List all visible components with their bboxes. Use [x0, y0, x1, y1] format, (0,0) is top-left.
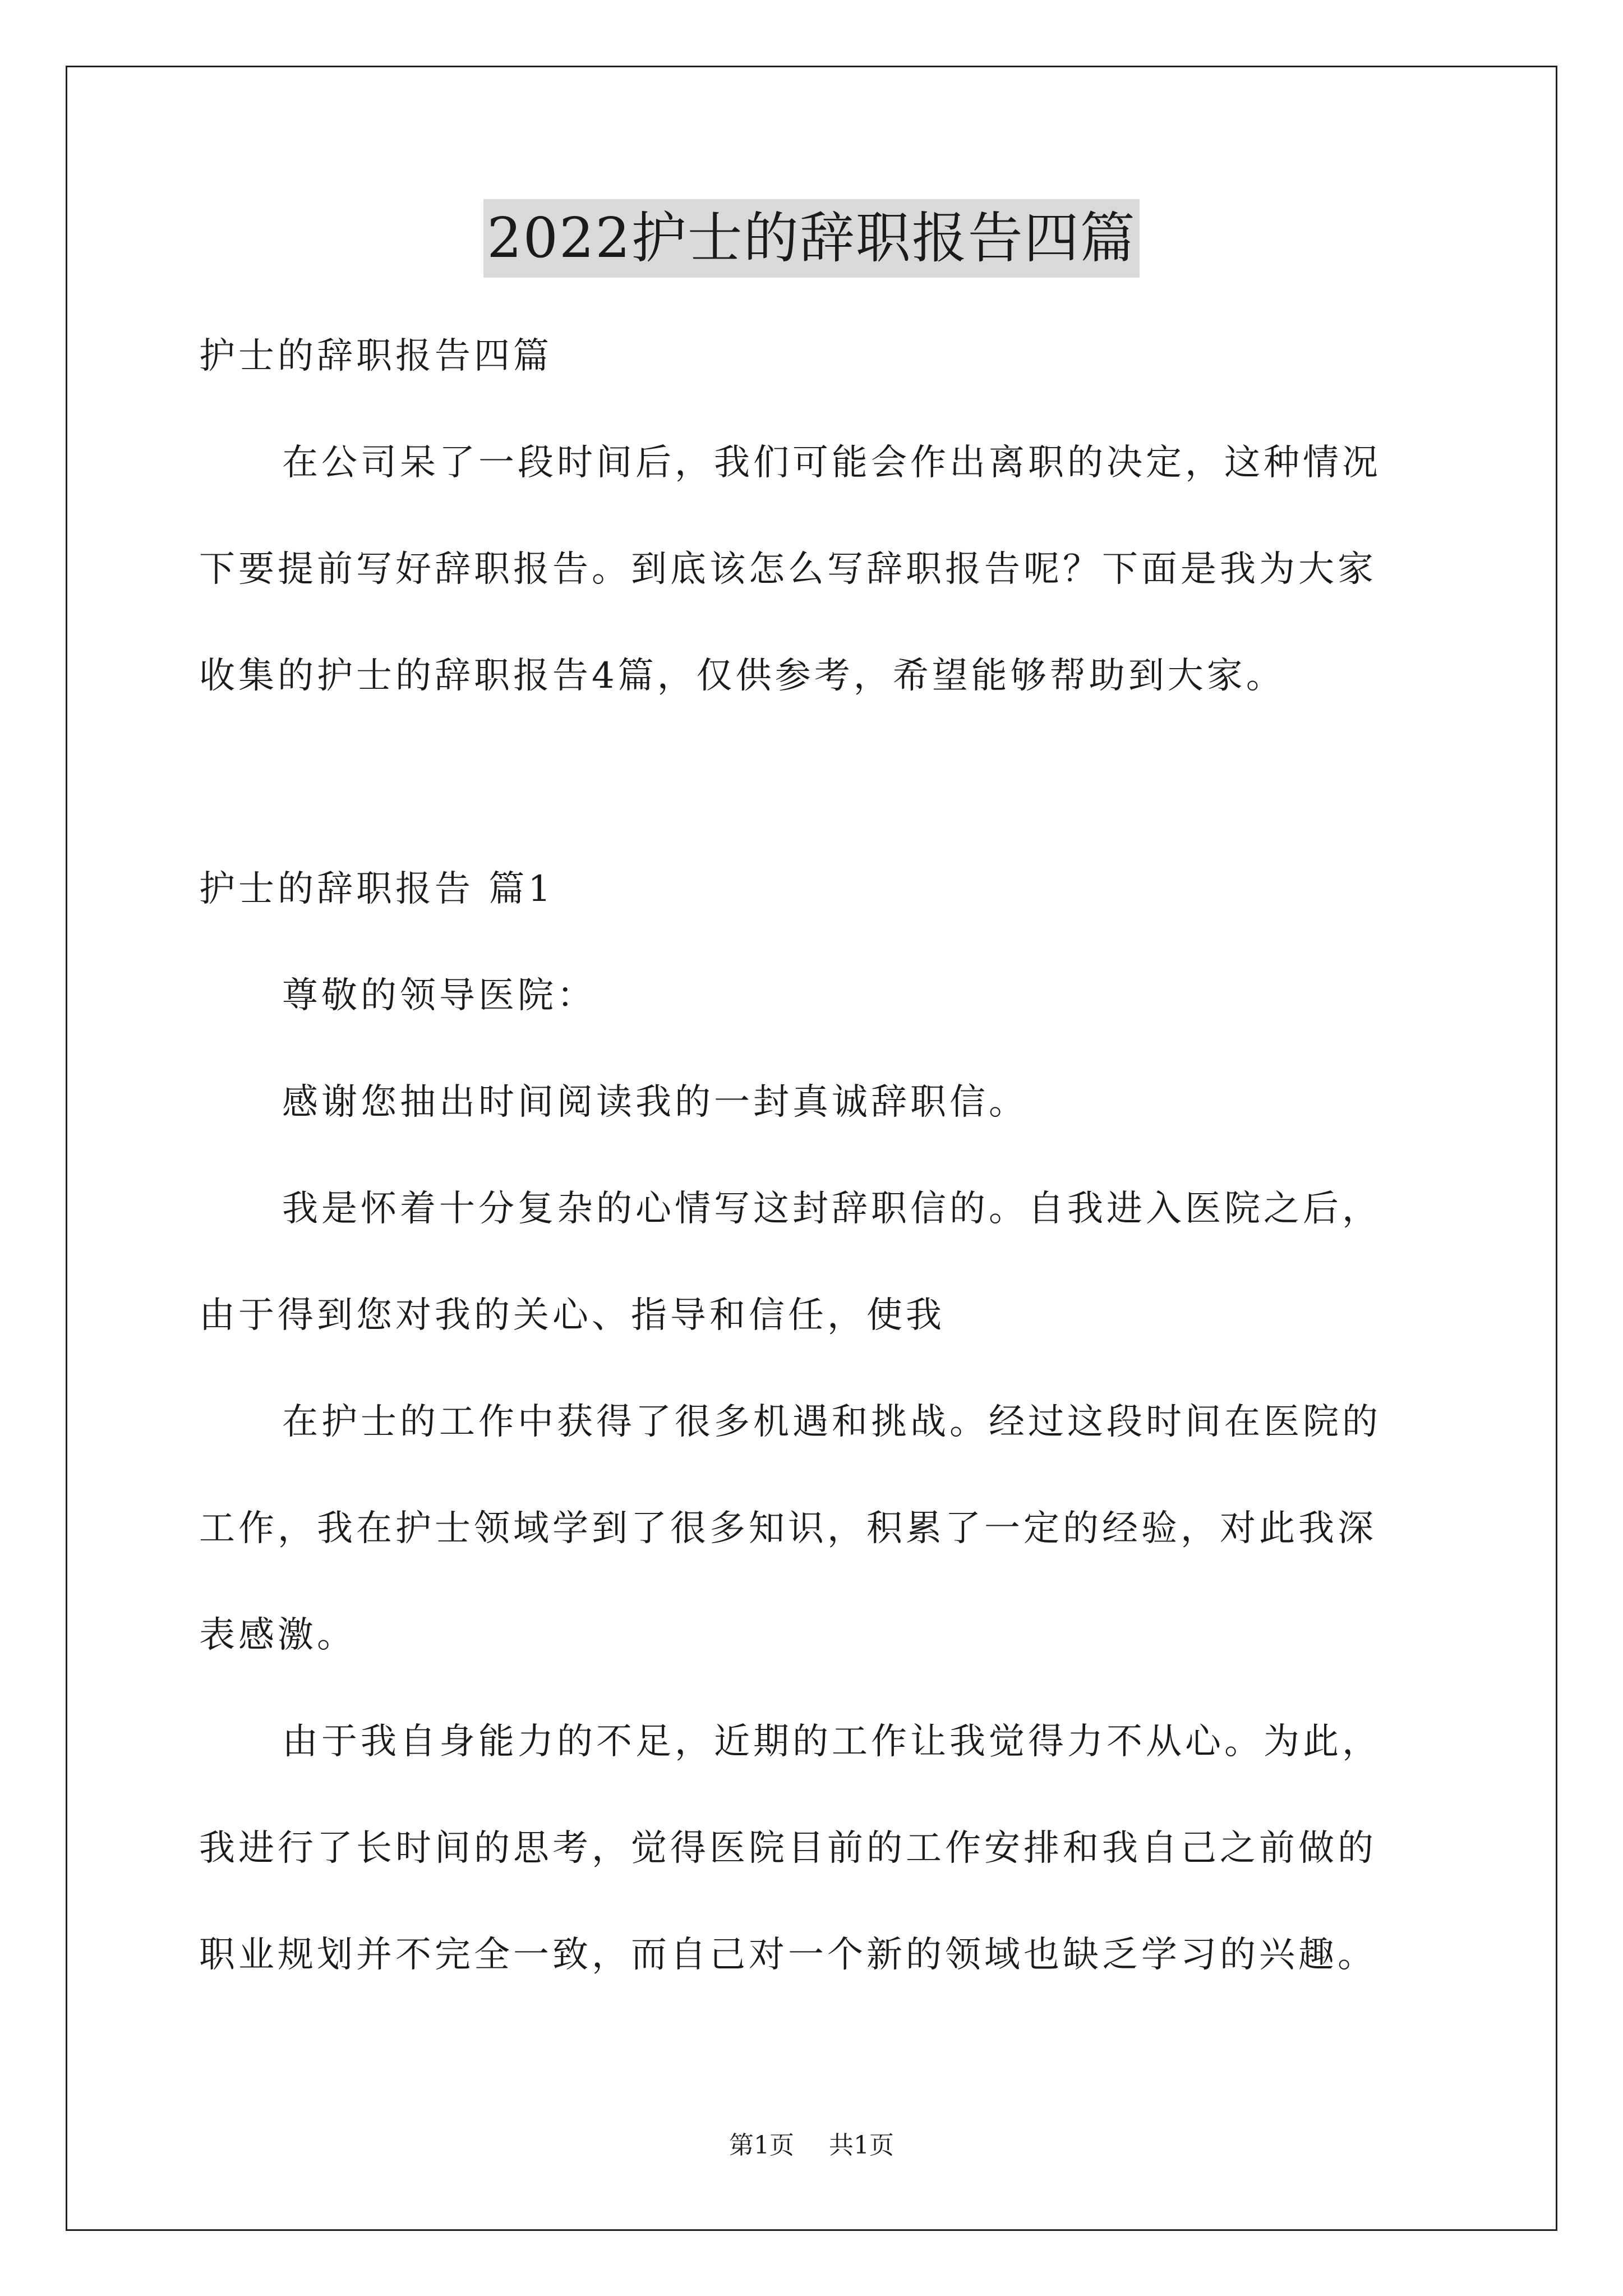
body-line: 由于得到您对我的关心、指导和信任，使我 [199, 1295, 945, 1336]
body-line: 感谢您抽出时间阅读我的一封真诚辞职信。 [282, 1082, 1028, 1123]
title-container [0, 199, 1623, 278]
body-line: 职业规划并不完全一致，而自己对一个新的领域也缺乏学习的兴趣。 [199, 1934, 1377, 1976]
body-line: 表感激。 [199, 1614, 356, 1656]
body-line: 我是怀着十分复杂的心情写这封辞职信的。自我进入医院之后， [282, 1188, 1381, 1230]
section-heading: 护士的辞职报告 篇1 [199, 868, 555, 910]
document-body [199, 303, 1433, 2008]
body-line: 我进行了长时间的思考，觉得医院目前的工作安排和我自己之前做的 [199, 1828, 1377, 1869]
page-total: 共1页 [829, 2131, 894, 2160]
intro-line-3: 收集的护士的辞职报告4篇，仅供参考，希望能够帮助到大家。 [199, 655, 1285, 697]
section-gap [199, 729, 1433, 836]
body-line: 工作，我在护士领域学到了很多知识，积累了一定的经验，对此我深 [199, 1508, 1377, 1549]
body-line: 由于我自身能力的不足，近期的工作让我觉得力不从心。为此， [282, 1721, 1381, 1763]
intro-line-2: 下要提前写好辞职报告。到底该怎么写辞职报告呢？下面是我为大家 [199, 549, 1377, 590]
body-line: 在护士的工作中获得了很多机遇和挑战。经过这段时间在医院的 [282, 1401, 1381, 1443]
intro-line-1: 在公司呆了一段时间后，我们可能会作出离职的决定，这种情况 [282, 442, 1381, 484]
page-number: 第1页 [729, 2131, 794, 2160]
salutation: 尊敬的领导医院： [282, 975, 596, 1016]
page-footer [0, 2129, 1623, 2162]
document-title: 2022护士的辞职报告四篇 [483, 199, 1139, 278]
subtitle-line: 护士的辞职报告四篇 [199, 335, 552, 377]
